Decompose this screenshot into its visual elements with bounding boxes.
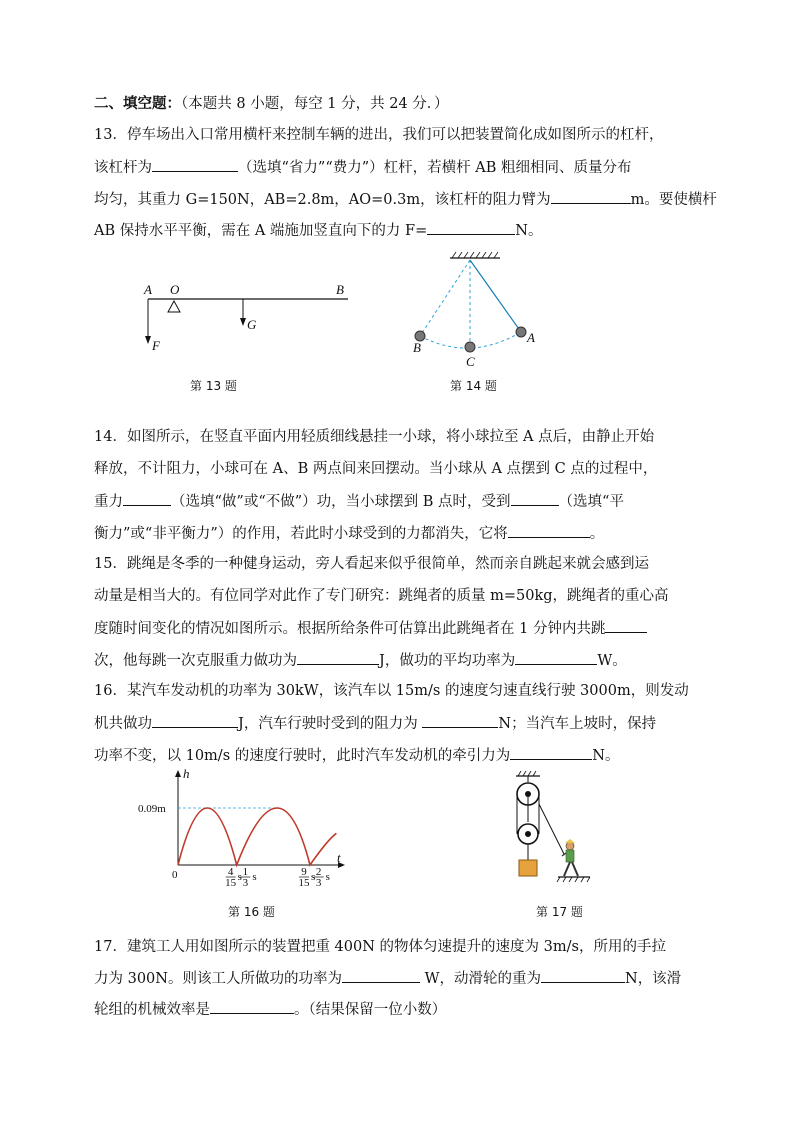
q17-answer-blank-3[interactable] (210, 999, 294, 1014)
svg-text:2: 2 (315, 866, 322, 878)
q13-line-1: 13．停车场出入口常用横杆来控制车辆的进出，我们可以把装置简化成如图所示的杠杆， (94, 127, 664, 143)
figure-13-lever (140, 280, 360, 360)
q13-line-3 (94, 189, 717, 210)
q15-text: 度随时间变化的情况如图所示。根据所给条件可估算出此跳绳者在 1 分钟内共跳 (94, 621, 606, 637)
string-to-b (420, 260, 470, 336)
q13-text: AB 保持水平平衡，需在 A 端施加竖直向下的力 F= (94, 223, 428, 239)
q16-answer-blank-3[interactable] (510, 745, 592, 760)
q14-text: （选填“做”或“不做”）功，当小球摆到 B 点时，受到 (171, 494, 511, 510)
ball-a (516, 327, 526, 337)
origin-label: 0 (172, 869, 178, 881)
label-o: O (170, 282, 180, 297)
svg-text:3: 3 (242, 877, 249, 889)
figure-14-caption: 第 14 题 (450, 379, 497, 393)
label-b: B (336, 282, 344, 297)
q16-line-1: 16．某汽车发动机的功率为 30kW，该汽车以 15m/s 的速度匀速直线行驶 3000m，则发动 (94, 683, 689, 699)
q13-text: 该杠杆为 (94, 160, 152, 176)
q16-answer-blank-2[interactable] (422, 713, 498, 728)
label-a: A (527, 330, 535, 345)
q13-text: 均匀，其重力 G=150N，AB=2.8m，AO=0.3m，该杠杆的阻力臂为 (94, 192, 551, 208)
q17-line-2 (94, 968, 681, 989)
q14-answer-blank-1[interactable] (123, 491, 171, 506)
q16-text: 功率不变，以 10m/s 的速度行驶时，此时汽车发动机的牵引力为 (94, 748, 511, 764)
q15-line-1: 15．跳绳是冬季的一种健身运动，旁人看起来似乎很简单，然而亲自跳起来就会感到运 (94, 556, 649, 572)
q13-answer-blank-3[interactable] (427, 220, 515, 235)
x-tick-label (314, 866, 330, 889)
x-tick-label (299, 866, 316, 889)
q14-line-3 (94, 491, 624, 512)
q14-text: 衡力”或“非平衡力”）的作用，若此时小球受到的力都消失，它将 (94, 526, 508, 542)
svg-text:3: 3 (315, 877, 322, 889)
movable-pulley-axle (525, 831, 531, 837)
q17-text: 力为 300N。则该工人所做功的功率为 (94, 971, 342, 987)
q14-answer-blank-3[interactable] (508, 523, 590, 538)
q13-line-2 (94, 157, 632, 178)
fulcrum-icon (168, 301, 180, 312)
figure-14-pendulum (408, 250, 538, 370)
q13-text: （选填“省力”“费力”）杠杆，若横杆 AB 粗细相同、质量分布 (238, 160, 632, 176)
q15-text: W。 (597, 653, 627, 669)
q15-text: J，做功的平均功率为 (379, 653, 516, 669)
q16-text: J，汽车行驶时受到的阻力为 (238, 716, 423, 732)
section-note: （本题共 8 小题，每空 1 分，共 24 分．） (181, 96, 449, 112)
q17-line-1: 17．建筑工人用如图所示的装置把重 400N 的物体匀速提升的速度为 3m/s，所用的手拉 (94, 939, 666, 955)
svg-text:9: 9 (301, 866, 307, 878)
svg-text:15: 15 (225, 877, 237, 889)
beam-hatch (518, 771, 536, 776)
q15-answer-blank-2[interactable] (297, 650, 379, 665)
x-tick-label (237, 866, 257, 889)
ground-hatch (557, 877, 590, 882)
q14-text: （选填“平 (558, 494, 624, 510)
q13-text: m。要使横杆 (630, 192, 717, 208)
label-a: A (144, 282, 152, 297)
svg-text:s: s (237, 871, 242, 883)
y-axis-arrowhead (175, 770, 181, 777)
label-g: G (247, 317, 257, 332)
q16-text: N；当汽车上坡时，保持 (498, 716, 657, 732)
label-f: F (152, 338, 160, 353)
height-curve (178, 808, 336, 865)
q15-line-2: 动量是相当大的。有位同学对此作了专门研究：跳绳者的质量 m=50kg，跳绳者的重心高 (94, 588, 669, 604)
figure-17-pulley (498, 770, 598, 890)
load-box (519, 860, 537, 876)
svg-text:s: s (311, 871, 316, 883)
label-b: B (413, 340, 421, 355)
q14-text: 重力 (94, 494, 123, 510)
svg-text:s: s (252, 871, 257, 883)
q17-text: 轮组的机械效率是 (94, 1002, 210, 1018)
q13-line-4 (94, 220, 542, 241)
x-tick-label (225, 866, 242, 889)
q15-line-3 (94, 618, 647, 639)
figure-17-caption: 第 17 题 (536, 905, 583, 919)
section-title: 二、填空题： (94, 95, 181, 112)
svg-text:15: 15 (298, 877, 310, 889)
svg-text:1: 1 (242, 866, 249, 878)
ball-c (465, 342, 475, 352)
figure-16-caption: 第 16 题 (228, 905, 275, 919)
q16-line-3 (94, 745, 619, 766)
worker-icon (562, 839, 578, 876)
q14-line-4 (94, 523, 604, 544)
section-heading (94, 94, 449, 114)
q14-line-1: 14．如图所示，在竖直平面内用轻质细线悬挂一小球，将小球拉至 A 点后，由静止开始 (94, 429, 655, 445)
pull-rope (539, 804, 564, 854)
q14-answer-blank-2[interactable] (511, 491, 559, 506)
q17-answer-blank-1[interactable] (342, 968, 420, 983)
q17-text: 。（结果保留一位小数） (294, 1002, 447, 1018)
q14-line-2: 释放，不计阻力，小球可在 A、B 两点间来回摆动。当小球从 A 点摆到 C 点的过程中， (94, 461, 658, 477)
q15-answer-blank-3[interactable] (515, 650, 597, 665)
svg-text:s: s (325, 871, 330, 883)
q15-answer-blank-1[interactable] (605, 618, 647, 633)
q15-text: 次，他每跳一次克服重力做功为 (94, 653, 297, 669)
q17-text: W，动滑轮的重为 (419, 971, 541, 987)
x-axis-label: t (337, 850, 341, 865)
q17-line-3 (94, 999, 446, 1020)
string-to-a (470, 260, 521, 332)
q16-text: 机共做功 (94, 716, 152, 732)
figure-13-caption: 第 13 题 (190, 379, 237, 393)
q13-text: N。 (515, 223, 543, 239)
gravity-arrowhead (240, 318, 246, 326)
q16-text: N。 (592, 748, 620, 764)
y-axis-label: h (183, 766, 190, 781)
q16-line-2 (94, 713, 656, 734)
q17-text: N，该滑 (625, 971, 682, 987)
q15-line-4 (94, 650, 627, 671)
figure-16-chart (130, 768, 350, 893)
q13-answer-blank-1[interactable] (152, 157, 238, 172)
force-f-arrowhead (145, 336, 151, 344)
ceiling-hatch (452, 252, 498, 258)
q17-answer-blank-2[interactable] (541, 968, 625, 983)
q16-answer-blank-1[interactable] (152, 713, 238, 728)
q13-answer-blank-2[interactable] (551, 189, 631, 204)
label-c: C (466, 354, 475, 369)
q14-text: 。 (589, 526, 605, 542)
svg-text:4: 4 (227, 866, 234, 878)
y-tick-label: 0.09m (138, 803, 166, 815)
